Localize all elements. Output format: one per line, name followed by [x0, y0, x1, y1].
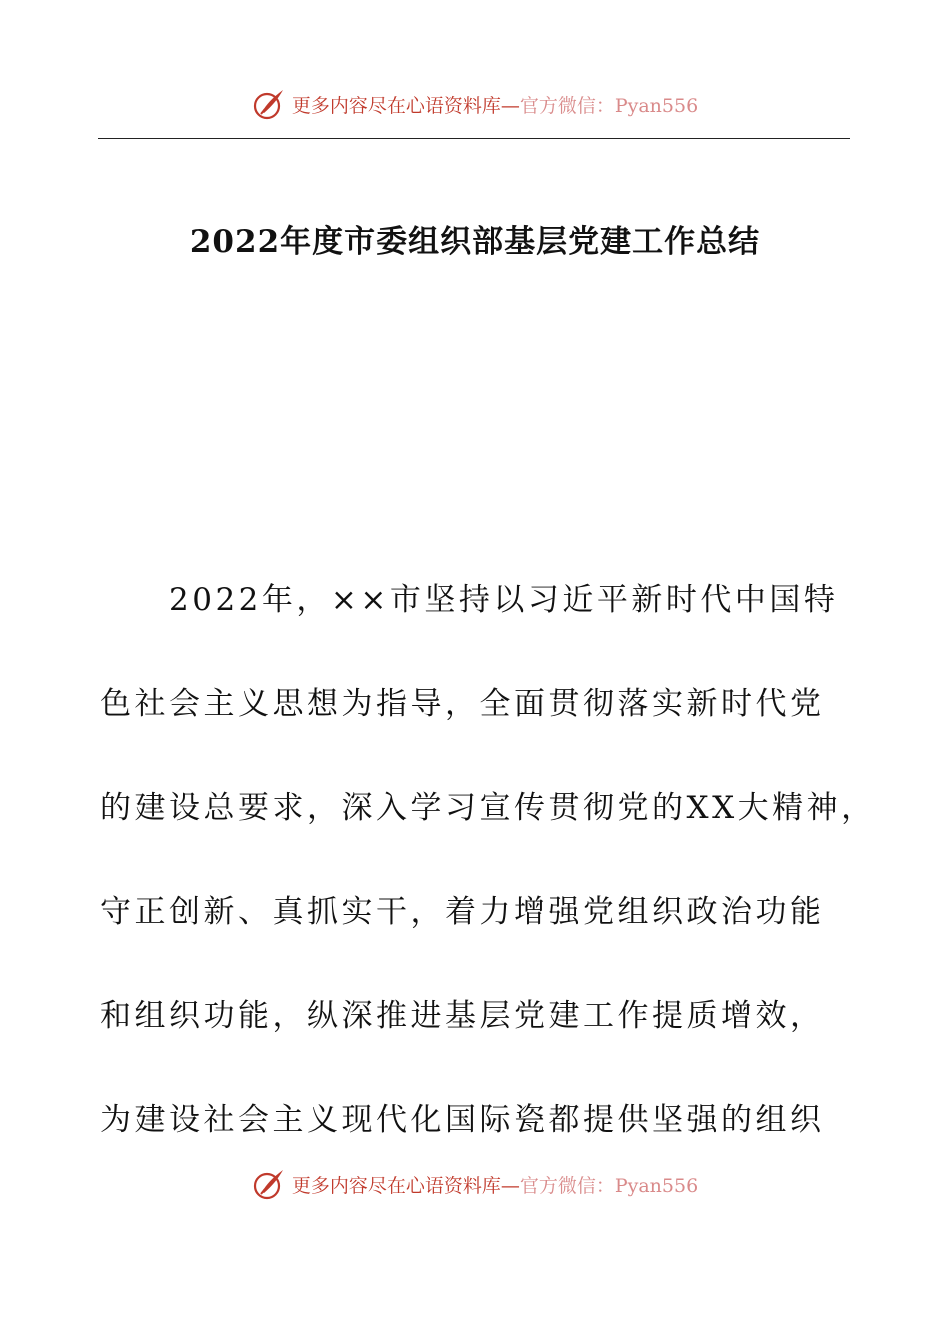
site-name: 更多内容尽在心语资料库	[291, 1174, 501, 1197]
body-line: 色社会主义思想为指导，全面贯彻落实新时代党	[100, 686, 825, 722]
banner-separator: —	[500, 94, 520, 117]
document-body	[100, 548, 876, 1172]
body-line: 和组织功能，纵深推进基层党建工作提质增效，	[100, 998, 825, 1034]
header-banner-content	[252, 87, 698, 121]
banner-text	[292, 91, 698, 118]
banner-text	[292, 1171, 698, 1198]
body-line: 2022年，××市坚持以习近平新时代中国特	[100, 582, 839, 618]
wechat-contact: 官方微信：Pyan556	[519, 1174, 699, 1197]
site-name: 更多内容尽在心语资料库	[291, 94, 501, 117]
footer-banner-content	[252, 1167, 698, 1201]
footer-banner	[0, 1164, 950, 1204]
document-title: 2022年度市委组织部基层党建工作总结	[189, 224, 761, 260]
wechat-contact: 官方微信：Pyan556	[519, 94, 699, 117]
body-line: 的建设总要求，深入学习宣传贯彻党的XX大精神，	[100, 790, 876, 826]
header-divider	[98, 138, 850, 139]
body-line: 为建设社会主义现代化国际瓷都提供坚强的组织	[100, 1102, 825, 1138]
body-line: 守正创新、真抓实干，着力增强党组织政治功能	[100, 894, 825, 930]
banner-separator: —	[500, 1174, 520, 1197]
quill-pen-logo-icon	[252, 87, 286, 121]
quill-pen-logo-icon	[252, 1167, 286, 1201]
header-banner	[0, 84, 950, 124]
